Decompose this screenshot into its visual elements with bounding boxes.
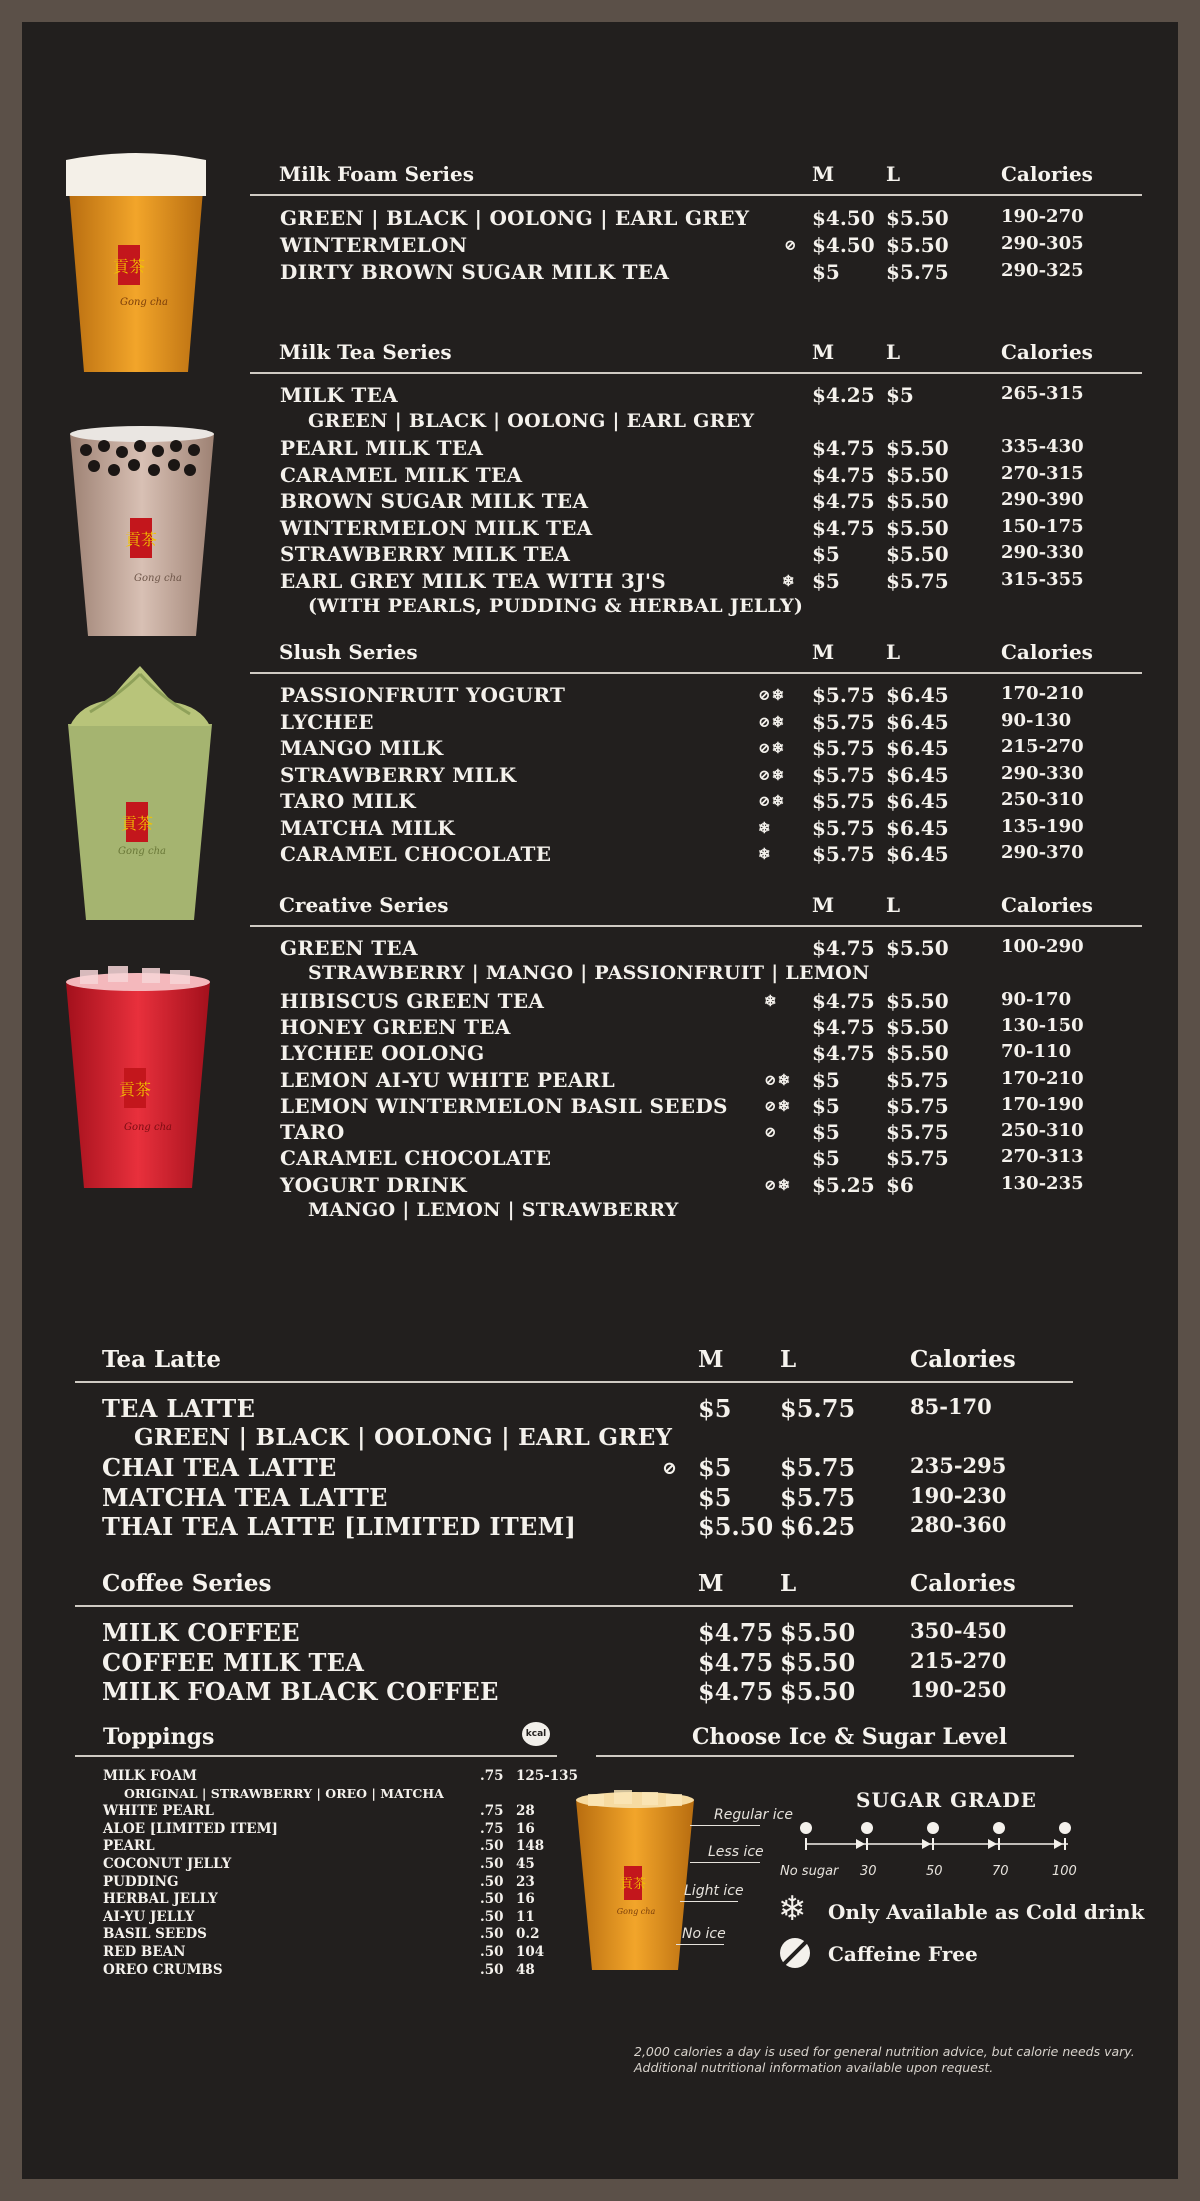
topping-name: COCONUT JELLY <box>103 1856 232 1872</box>
item-name: CARAMEL MILK TEA <box>280 462 523 487</box>
price-m: $4.75 <box>698 1647 774 1677</box>
item-name: EARL GREY MILK TEA WITH 3J'S <box>280 568 667 593</box>
calories: 190-230 <box>910 1482 1007 1508</box>
footnote-line-2: Additional nutritional information available upon request. <box>634 2060 994 2075</box>
calories: 280-360 <box>910 1512 1007 1537</box>
ice-level-none: No ice <box>682 1926 726 1942</box>
item-options: GREEN | BLACK | OOLONG | EARL GREY <box>308 409 755 432</box>
price-l: $5.50 <box>886 489 949 513</box>
price-l: $5.75 <box>886 568 949 593</box>
calories: 130-235 <box>1001 1172 1084 1194</box>
topping-price: .75 <box>480 1803 504 1820</box>
price-m: $4.75 <box>698 1677 774 1706</box>
tea-latte-col-calories: Calories <box>910 1346 1016 1373</box>
ice-level-less: Less ice <box>708 1844 764 1860</box>
calories: 290-305 <box>1001 233 1084 254</box>
item-name: HIBISCUS GREEN TEA <box>280 988 545 1013</box>
price-m: $4.50 <box>812 233 875 257</box>
matcha-slush-cup-image <box>60 664 220 924</box>
calories: 250-310 <box>1001 1120 1084 1142</box>
svg-text:貢茶: 貢茶 <box>112 257 146 276</box>
coffee-header: Coffee Series <box>102 1570 272 1597</box>
item-icons: ⊘ <box>764 1123 778 1142</box>
topping-price: .75 <box>480 1820 504 1837</box>
calories: 170-210 <box>1001 683 1084 704</box>
item-options: GREEN | BLACK | OOLONG | EARL GREY <box>134 1423 673 1451</box>
item-options: STRAWBERRY | MANGO | PASSIONFRUIT | LEMON <box>308 962 870 985</box>
price-m: $4.75 <box>812 436 875 460</box>
price-m: $5 <box>698 1482 732 1512</box>
item-name: DIRTY BROWN SUGAR MILK TEA <box>280 260 670 284</box>
topping-calories: 0.2 <box>516 1926 540 1943</box>
svg-text:貢茶: 貢茶 <box>619 1877 647 1892</box>
ice-line-none <box>676 1944 724 1945</box>
creative-header: Creative Series <box>279 893 449 917</box>
milk-foam-header: Milk Foam Series <box>279 162 474 186</box>
topping-name: OREO CRUMBS <box>103 1961 223 1978</box>
topping-name: PEARL <box>103 1838 155 1855</box>
item-name: PASSIONFRUIT YOGURT <box>280 683 566 707</box>
item-name: TEA LATTE <box>102 1394 256 1423</box>
calories: 290-330 <box>1001 762 1084 784</box>
calories: 335-430 <box>1001 436 1084 457</box>
item-name: TARO MILK <box>280 789 416 813</box>
ice-sugar-cup-image <box>570 1786 700 1974</box>
calories: 170-210 <box>1001 1067 1084 1089</box>
calories: 90-130 <box>1001 709 1072 731</box>
topping-price: .75 <box>480 1768 504 1784</box>
topping-calories: 48 <box>516 1961 535 1978</box>
pearl-milk-tea-cup-image <box>62 418 222 643</box>
item-name: CARAMEL CHOCOLATE <box>280 842 552 866</box>
calories: 290-330 <box>1001 542 1084 563</box>
tea-latte-col-l: L <box>780 1346 797 1373</box>
calories: 235-295 <box>910 1453 1007 1478</box>
ice-level-regular: Regular ice <box>714 1807 793 1823</box>
coffee-rule <box>75 1605 1073 1607</box>
price-m: $5 <box>812 1120 840 1145</box>
price-l: $5.50 <box>886 206 949 230</box>
kcal-badge: kcal <box>522 1722 550 1746</box>
ice-line-light <box>680 1901 738 1902</box>
price-m: $4.75 <box>812 1014 875 1039</box>
item-name: MILK TEA <box>280 383 398 407</box>
price-l: $5.50 <box>780 1677 856 1706</box>
item-icons: ⊘❄ <box>758 686 786 704</box>
topping-calories: 125-135 <box>516 1768 578 1784</box>
price-m: $5.75 <box>812 842 875 866</box>
price-m: $5.75 <box>812 736 875 760</box>
item-name: THAI TEA LATTE [LIMITED ITEM] <box>102 1512 577 1541</box>
slush-col-l: L <box>886 640 901 664</box>
tea-latte-header: Tea Latte <box>102 1346 221 1373</box>
footnote-line-1: 2,000 calories a day is used for general nutrition advice, but calorie needs vary. <box>634 2044 1135 2059</box>
calories: 265-315 <box>1001 383 1084 404</box>
price-l: $6.45 <box>886 736 949 760</box>
calories: 250-310 <box>1001 789 1084 810</box>
topping-price: .50 <box>480 1961 504 1978</box>
price-m: $5.75 <box>812 709 875 734</box>
milk-tea-rule <box>250 372 1142 374</box>
calories: 350-450 <box>910 1618 1007 1643</box>
topping-calories: 148 <box>516 1838 545 1855</box>
topping-name: ALOE [LIMITED ITEM] <box>103 1820 278 1837</box>
price-l: $5.50 <box>886 1041 949 1066</box>
price-l: $5.75 <box>886 1120 949 1145</box>
item-icons: ⊘ <box>662 1458 679 1479</box>
price-l: $6.45 <box>886 709 949 734</box>
calories: 70-110 <box>1001 1041 1072 1063</box>
slush-col-calories: Calories <box>1001 640 1093 664</box>
price-l: $5.75 <box>886 1067 949 1092</box>
item-name: LYCHEE OOLONG <box>280 1041 485 1066</box>
topping-calories: 16 <box>516 1891 535 1908</box>
price-m: $5.75 <box>812 815 875 840</box>
item-options: MANGO | LEMON | STRAWBERRY <box>308 1199 679 1221</box>
calories: 85-170 <box>910 1394 992 1419</box>
item-icons: ⊘❄ <box>764 1175 792 1194</box>
item-name: MILK FOAM BLACK COFFEE <box>102 1677 499 1706</box>
price-l: $5.50 <box>886 233 949 257</box>
topping-calories: 28 <box>516 1803 535 1820</box>
sugar-level-100: 100 <box>1052 1864 1077 1879</box>
ice-line-less <box>690 1862 760 1863</box>
price-m: $4.50 <box>812 206 875 230</box>
calories: 130-150 <box>1001 1014 1084 1036</box>
item-name: YOGURT DRINK <box>280 1172 467 1197</box>
price-m: $5 <box>812 1146 840 1171</box>
svg-text:貢茶: 貢茶 <box>120 814 154 833</box>
calories: 190-250 <box>910 1677 1007 1702</box>
ice-line-regular <box>690 1825 760 1826</box>
item-name: WINTERMELON <box>280 233 468 257</box>
topping-price: .50 <box>480 1856 504 1872</box>
topping-calories: 104 <box>516 1944 545 1960</box>
item-icons: ⊘❄ <box>764 1070 792 1089</box>
topping-price: .50 <box>480 1891 504 1908</box>
creative-col-m: M <box>812 893 835 917</box>
calories: 215-270 <box>910 1647 1007 1673</box>
item-icons: ❄ <box>758 818 772 837</box>
milk-foam-cup-image <box>56 150 216 380</box>
svg-text:Gong cha: Gong cha <box>616 1907 656 1916</box>
topping-name: HERBAL JELLY <box>103 1891 218 1908</box>
svg-text:Gong cha: Gong cha <box>123 1122 173 1133</box>
price-l: $5.75 <box>780 1453 856 1482</box>
price-l: $6 <box>886 1172 914 1197</box>
calories: 90-170 <box>1001 988 1072 1010</box>
price-m: $5.50 <box>698 1512 774 1541</box>
price-l: $6.25 <box>780 1512 856 1541</box>
price-m: $4.75 <box>812 1041 875 1066</box>
calories: 170-190 <box>1001 1093 1084 1115</box>
calories: 270-313 <box>1001 1146 1084 1168</box>
price-l: $6.45 <box>886 762 949 787</box>
milk-tea-col-l: L <box>886 340 901 364</box>
milk-foam-col-l: L <box>886 162 901 186</box>
price-m: $5.75 <box>812 683 875 707</box>
sugar-level-30: 30 <box>860 1864 877 1879</box>
toppings-header: Toppings <box>103 1724 215 1750</box>
calories: 135-190 <box>1001 815 1084 837</box>
item-name: STRAWBERRY MILK TEA <box>280 542 571 566</box>
toppings-rule <box>75 1755 557 1757</box>
price-l: $5.75 <box>886 260 949 284</box>
item-name: LEMON AI-YU WHITE PEARL <box>280 1067 615 1092</box>
svg-text:貢茶: 貢茶 <box>124 530 158 549</box>
topping-price: .50 <box>480 1944 504 1960</box>
item-options: (WITH PEARLS, PUDDING & HERBAL JELLY) <box>308 595 804 617</box>
sugar-grade-title: SUGAR GRADE <box>856 1788 1037 1812</box>
price-m: $4.75 <box>812 489 875 513</box>
topping-calories: 45 <box>516 1856 535 1872</box>
price-m: $5 <box>812 260 840 284</box>
price-l: $5.75 <box>886 1146 949 1171</box>
price-l: $5.75 <box>780 1482 856 1512</box>
milk-tea-header: Milk Tea Series <box>279 340 452 364</box>
price-m: $5 <box>812 568 840 593</box>
item-name: CARAMEL CHOCOLATE <box>280 1146 552 1171</box>
milk-foam-col-m: M <box>812 162 835 186</box>
calories: 290-390 <box>1001 489 1084 510</box>
price-m: $4.75 <box>812 515 875 540</box>
creative-rule <box>250 925 1142 927</box>
price-l: $5.50 <box>780 1647 856 1677</box>
sugar-level-0: No sugar <box>780 1864 839 1879</box>
item-icons: ❄ <box>764 991 778 1010</box>
topping-name: MILK FOAM <box>103 1768 197 1784</box>
price-m: $5.75 <box>812 762 875 787</box>
price-l: $5.50 <box>886 1014 949 1039</box>
price-m: $5 <box>698 1453 732 1482</box>
price-l: $6.45 <box>886 683 949 707</box>
price-l: $6.45 <box>886 842 949 866</box>
item-name: MATCHA MILK <box>280 815 455 840</box>
price-m: $4.75 <box>812 988 875 1013</box>
item-icons: ⊘❄ <box>758 792 786 810</box>
topping-name: BASIL SEEDS <box>103 1926 207 1943</box>
calories: 290-370 <box>1001 842 1084 863</box>
item-icons: ❄ <box>758 845 772 863</box>
ice-sugar-rule <box>596 1755 1074 1757</box>
milk-foam-col-calories: Calories <box>1001 162 1093 186</box>
price-m: $4.75 <box>812 462 875 487</box>
svg-text:Gong cha: Gong cha <box>117 846 167 857</box>
price-l: $5 <box>886 383 914 407</box>
topping-calories: 16 <box>516 1820 535 1837</box>
ice-level-light: Light ice <box>684 1883 744 1899</box>
topping-price: .50 <box>480 1873 504 1890</box>
sugar-level-50: 50 <box>926 1864 943 1879</box>
slush-rule <box>250 672 1142 674</box>
caffeine-free-icon <box>780 1938 810 1968</box>
item-icons: ⊘❄ <box>758 739 786 757</box>
price-m: $5 <box>698 1394 732 1423</box>
item-icons: ⊘❄ <box>758 765 786 784</box>
topping-price: .50 <box>480 1908 504 1925</box>
coffee-col-l: L <box>780 1570 797 1597</box>
hibiscus-tea-cup-image <box>58 960 218 1195</box>
price-l: $6.45 <box>886 815 949 840</box>
price-l: $5.75 <box>886 1093 949 1118</box>
price-m: $4.75 <box>698 1618 774 1647</box>
price-l: $5.50 <box>886 988 949 1013</box>
item-name: GREEN TEA <box>280 936 418 960</box>
calories: 315-355 <box>1001 568 1084 590</box>
item-name: BROWN SUGAR MILK TEA <box>280 489 589 513</box>
item-name: PEARL MILK TEA <box>280 436 484 460</box>
topping-calories: 23 <box>516 1873 535 1890</box>
milk-foam-rule <box>250 194 1142 196</box>
calories: 290-325 <box>1001 260 1084 281</box>
item-name: TARO <box>280 1120 345 1145</box>
item-name: COFFEE MILK TEA <box>102 1647 365 1677</box>
topping-name: RED BEAN <box>103 1944 186 1960</box>
item-icons: ⊘ <box>784 236 798 254</box>
item-name: LEMON WINTERMELON BASIL SEEDS <box>280 1093 728 1118</box>
price-m: $4.25 <box>812 383 875 407</box>
milk-tea-col-m: M <box>812 340 835 364</box>
item-name: STRAWBERRY MILK <box>280 762 517 787</box>
price-l: $5.50 <box>886 462 949 487</box>
item-icons: ⊘❄ <box>758 712 786 731</box>
item-name: GREEN | BLACK | OOLONG | EARL GREY <box>280 206 750 230</box>
caffeine-free-legend: Caffeine Free <box>828 1942 978 1966</box>
svg-text:貢茶: 貢茶 <box>118 1080 152 1099</box>
slush-header: Slush Series <box>279 640 418 664</box>
price-l: $5.50 <box>886 436 949 460</box>
item-name: CHAI TEA LATTE <box>102 1453 337 1482</box>
price-l: $5.75 <box>780 1394 856 1423</box>
item-name: MILK COFFEE <box>102 1618 300 1647</box>
topping-options: ORIGINAL | STRAWBERRY | OREO | MATCHA <box>124 1785 444 1801</box>
price-l: $5.50 <box>886 542 949 566</box>
price-m: $5.75 <box>812 789 875 813</box>
sugar-level-70: 70 <box>992 1864 1009 1879</box>
price-m: $4.75 <box>812 936 875 960</box>
price-m: $5 <box>812 1093 840 1118</box>
price-l: $5.50 <box>886 936 949 960</box>
calories: 190-270 <box>1001 206 1084 227</box>
milk-tea-col-calories: Calories <box>1001 340 1093 364</box>
calories: 270-315 <box>1001 462 1084 484</box>
snowflake-icon: ❄ <box>778 1889 807 1929</box>
ice-sugar-header: Choose Ice & Sugar Level <box>692 1724 1008 1750</box>
creative-col-calories: Calories <box>1001 893 1093 917</box>
item-name: HONEY GREEN TEA <box>280 1014 511 1039</box>
coffee-col-m: M <box>698 1570 724 1597</box>
topping-name: AI-YU JELLY <box>103 1908 195 1925</box>
coffee-col-calories: Calories <box>910 1570 1016 1597</box>
slush-col-m: M <box>812 640 835 664</box>
topping-name: WHITE PEARL <box>103 1803 214 1820</box>
item-name: LYCHEE <box>280 709 374 734</box>
price-m: $5.25 <box>812 1172 875 1197</box>
topping-calories: 11 <box>516 1908 535 1925</box>
calories: 100-290 <box>1001 936 1084 957</box>
topping-price: .50 <box>480 1926 504 1943</box>
item-name: MANGO MILK <box>280 736 444 760</box>
calories: 215-270 <box>1001 736 1084 757</box>
price-l: $5.50 <box>886 515 949 540</box>
price-l: $6.45 <box>886 789 949 813</box>
item-icons: ❄ <box>782 571 796 590</box>
price-m: $5 <box>812 542 840 566</box>
topping-price: .50 <box>480 1838 504 1855</box>
price-l: $5.50 <box>780 1618 856 1647</box>
tea-latte-col-m: M <box>698 1346 724 1373</box>
price-m: $5 <box>812 1067 840 1092</box>
svg-text:Gong cha: Gong cha <box>119 297 169 308</box>
item-name: WINTERMELON MILK TEA <box>280 515 593 540</box>
calories: 150-175 <box>1001 515 1084 537</box>
creative-col-l: L <box>886 893 901 917</box>
item-icons: ⊘❄ <box>764 1096 792 1115</box>
tea-latte-rule <box>75 1381 1073 1383</box>
svg-text:Gong cha: Gong cha <box>133 573 183 584</box>
cold-only-legend: Only Available as Cold drink <box>828 1900 1145 1924</box>
item-name: MATCHA TEA LATTE <box>102 1482 388 1512</box>
topping-name: PUDDING <box>103 1873 179 1890</box>
